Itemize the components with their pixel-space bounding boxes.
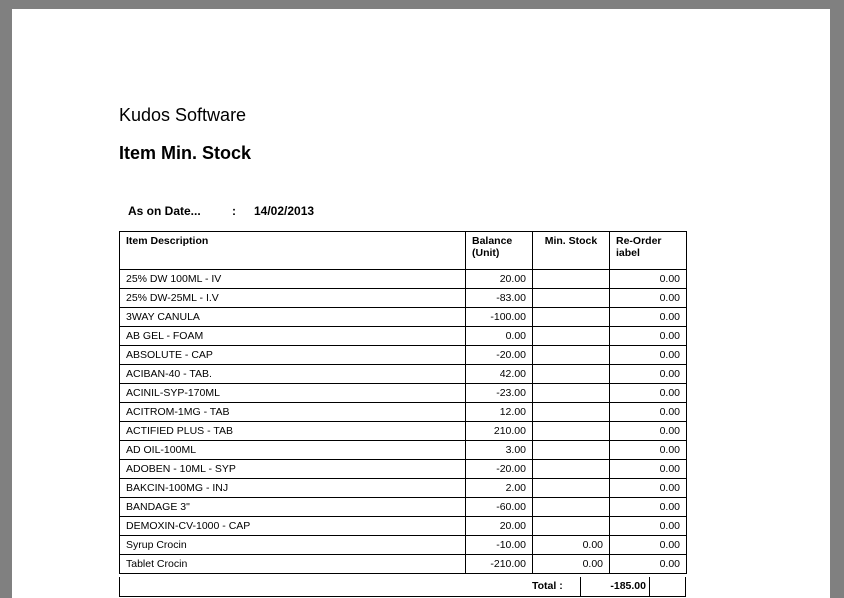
report-page <box>12 9 830 598</box>
total-label: Total : <box>532 580 563 592</box>
table-row <box>120 403 687 422</box>
cell-min-stock <box>533 403 610 422</box>
cell-reorder-level: 0.00 <box>610 308 687 327</box>
cell-item-description: BANDAGE 3" <box>120 498 466 517</box>
table-row <box>120 270 687 289</box>
cell-item-description: ABSOLUTE - CAP <box>120 346 466 365</box>
cell-min-stock <box>533 498 610 517</box>
table-header-row <box>120 232 687 270</box>
cell-min-stock <box>533 289 610 308</box>
cell-balance: 12.00 <box>466 403 533 422</box>
as-on-date-label: As on Date... <box>128 204 201 218</box>
cell-balance: 20.00 <box>466 517 533 536</box>
cell-balance: 3.00 <box>466 441 533 460</box>
table-row <box>120 384 687 403</box>
cell-balance: 42.00 <box>466 365 533 384</box>
table-row <box>120 308 687 327</box>
cell-item-description: DEMOXIN-CV-1000 - CAP <box>120 517 466 536</box>
cell-reorder-level: 0.00 <box>610 536 687 555</box>
cell-item-description: ADOBEN - 10ML - SYP <box>120 460 466 479</box>
cell-balance: -23.00 <box>466 384 533 403</box>
cell-balance: 2.00 <box>466 479 533 498</box>
cell-balance: 0.00 <box>466 327 533 346</box>
table-row <box>120 327 687 346</box>
cell-balance: -20.00 <box>466 460 533 479</box>
table-row <box>120 536 687 555</box>
cell-balance: 20.00 <box>466 270 533 289</box>
cell-min-stock <box>533 422 610 441</box>
header-item-description: Item Description <box>120 232 466 270</box>
table-row <box>120 555 687 574</box>
header-reorder-level: Re-Order iabel <box>610 232 687 270</box>
cell-item-description: 25% DW-25ML - I.V <box>120 289 466 308</box>
cell-min-stock: 0.00 <box>533 555 610 574</box>
cell-item-description: ACTIFIED PLUS - TAB <box>120 422 466 441</box>
cell-min-stock <box>533 327 610 346</box>
report-title: Item Min. Stock <box>119 143 252 163</box>
table-row <box>120 289 687 308</box>
cell-reorder-level: 0.00 <box>610 422 687 441</box>
cell-min-stock <box>533 365 610 384</box>
table-row <box>120 441 687 460</box>
cell-reorder-level: 0.00 <box>610 460 687 479</box>
cell-item-description: 3WAY CANULA <box>120 308 466 327</box>
cell-balance: -210.00 <box>466 555 533 574</box>
cell-item-description: ACIBAN-40 - TAB. <box>120 365 466 384</box>
total-value: -185.00 <box>580 577 650 596</box>
table-body <box>120 270 687 574</box>
cell-reorder-level: 0.00 <box>610 498 687 517</box>
cell-balance: -10.00 <box>466 536 533 555</box>
table-row <box>120 346 687 365</box>
as-on-date-separator: : <box>232 204 236 218</box>
cell-reorder-level: 0.00 <box>610 346 687 365</box>
cell-min-stock <box>533 384 610 403</box>
cell-reorder-level: 0.00 <box>610 270 687 289</box>
cell-min-stock <box>533 517 610 536</box>
total-row <box>119 577 686 597</box>
table-row <box>120 422 687 441</box>
table-row <box>120 479 687 498</box>
cell-reorder-level: 0.00 <box>610 517 687 536</box>
cell-reorder-level: 0.00 <box>610 479 687 498</box>
cell-min-stock <box>533 441 610 460</box>
cell-balance: -83.00 <box>466 289 533 308</box>
cell-reorder-level: 0.00 <box>610 384 687 403</box>
cell-reorder-level: 0.00 <box>610 365 687 384</box>
cell-min-stock <box>533 346 610 365</box>
cell-min-stock <box>533 460 610 479</box>
header-min-stock: Min. Stock <box>533 232 610 270</box>
cell-min-stock <box>533 479 610 498</box>
table-row <box>120 365 687 384</box>
cell-item-description: 25% DW 100ML - IV <box>120 270 466 289</box>
cell-balance: 210.00 <box>466 422 533 441</box>
company-name: Kudos Software <box>119 105 247 125</box>
cell-item-description: ACITROM-1MG - TAB <box>120 403 466 422</box>
cell-balance: -60.00 <box>466 498 533 517</box>
table-row <box>120 460 687 479</box>
cell-reorder-level: 0.00 <box>610 289 687 308</box>
cell-item-description: BAKCIN-100MG - INJ <box>120 479 466 498</box>
cell-reorder-level: 0.00 <box>610 403 687 422</box>
cell-reorder-level: 0.00 <box>610 555 687 574</box>
cell-item-description: Syrup Crocin <box>120 536 466 555</box>
cell-min-stock: 0.00 <box>533 536 610 555</box>
cell-item-description: Tablet Crocin <box>120 555 466 574</box>
cell-reorder-level: 0.00 <box>610 327 687 346</box>
cell-reorder-level: 0.00 <box>610 441 687 460</box>
cell-item-description: AD OIL-100ML <box>120 441 466 460</box>
as-on-date-value: 14/02/2013 <box>254 204 315 218</box>
table-row <box>120 517 687 536</box>
cell-item-description: AB GEL - FOAM <box>120 327 466 346</box>
cell-balance: -20.00 <box>466 346 533 365</box>
table-row <box>120 498 687 517</box>
cell-balance: -100.00 <box>466 308 533 327</box>
cell-min-stock <box>533 308 610 327</box>
header-balance: Balance (Unit) <box>466 232 533 270</box>
stock-table <box>119 231 687 574</box>
cell-item-description: ACINIL-SYP-170ML <box>120 384 466 403</box>
cell-min-stock <box>533 270 610 289</box>
